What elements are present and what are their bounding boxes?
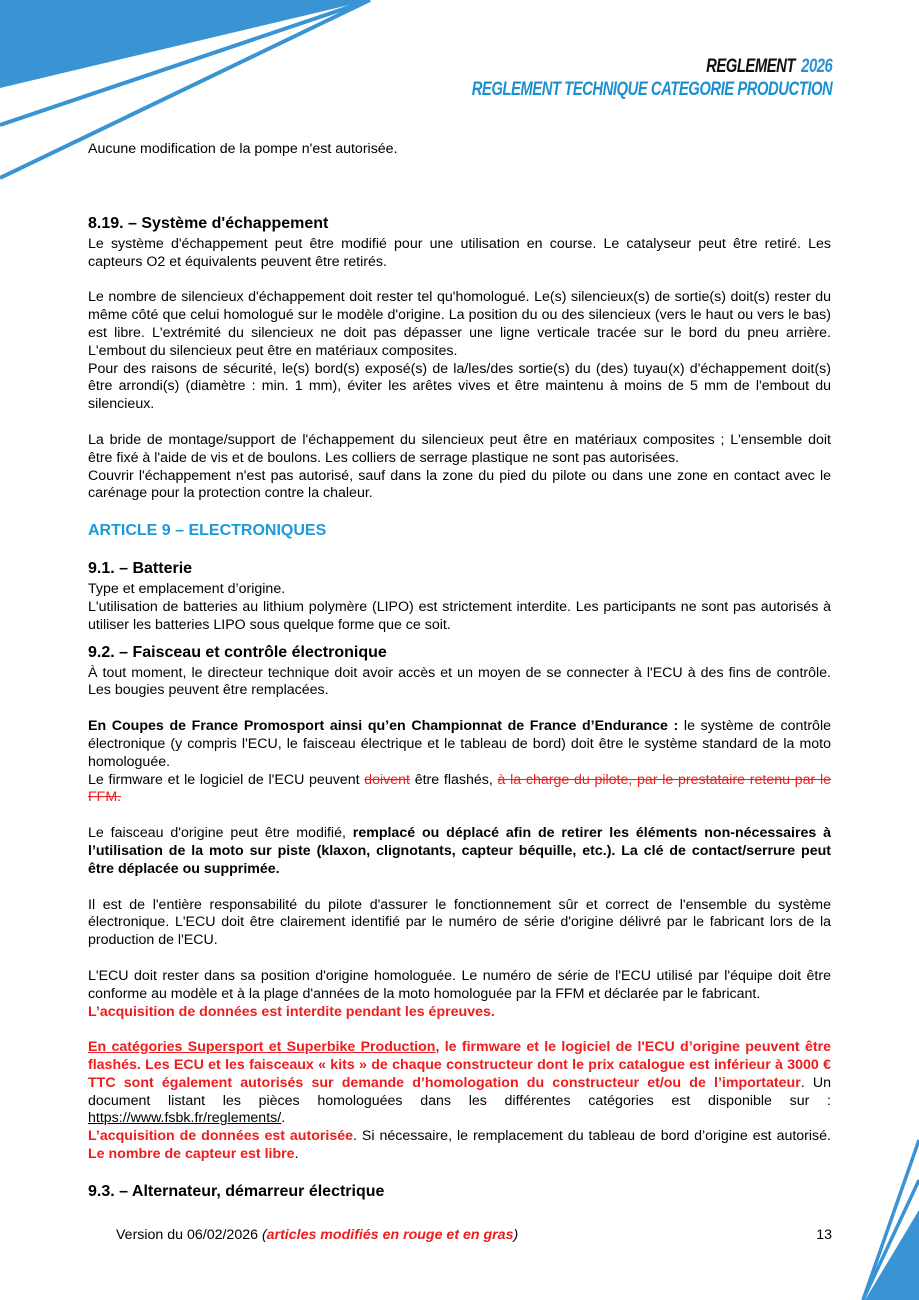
header-year: 2026 bbox=[800, 56, 832, 77]
paragraph: La bride de montage/support de l'échappement du silencieux peut être en matériaux composites ; L'ensemble doit être fixé à l'aide de vis et de boulons. Les colliers de serrage plastique ne sont pas autorisées. bbox=[88, 431, 831, 466]
intro-paragraph: Aucune modification de la pompe n'est autorisée. bbox=[88, 141, 398, 157]
bold-text: En Coupes de France Promosport ainsi qu’en Championnat de France d’Endurance : bbox=[88, 718, 679, 735]
footer-modification-note: articles modifiés en rouge et en gras bbox=[266, 1227, 514, 1243]
paragraph: L'utilisation de batteries au lithium polymère (LIPO) est strictement interdite. Les participants ne sont pas autorisés à utiliser les batteries LIPO sous quelque forme que ce soit. bbox=[88, 598, 831, 633]
deleted-text: à la charge du pilote, par le prestataire retenu par le FFM. bbox=[88, 771, 831, 806]
paragraph: Couvrir l'échappement n'est pas autorisé, sauf dans la zone du pied du pilote ou dans une zone en contact avec le carénage pour la protection contre la chaleur. bbox=[88, 467, 831, 502]
header-title: REGLEMENT bbox=[705, 56, 795, 77]
modified-underlined-text: En catégories Supersport et Superbike Production bbox=[88, 1039, 436, 1056]
section-8-19-title: 8.19. – Système d'échappement bbox=[88, 214, 329, 232]
paragraph: Le système d'échappement peut être modifié pour une utilisation en course. Le catalyseur peut être retiré. Les capteurs O2 et équivalents peuvent être retirés. bbox=[88, 235, 831, 270]
paragraph bbox=[88, 1039, 831, 1128]
paragraph: Il est de l'entière responsabilité du pilote d'assurer le fonctionnement sûr et correct de l'ensemble du système électronique. L'ECU doit être clairement identifié par le numéro de série d'origine délivré par le fabricant lors de la production de l'ECU. bbox=[88, 896, 831, 949]
fsbk-reglements-link[interactable]: https://www.fsbk.fr/reglements/ bbox=[88, 1110, 282, 1127]
text: . Un document listant les pièces homologuées dans les différentes catégories est disponible sur : bbox=[88, 1074, 831, 1109]
paragraph: À tout moment, le directeur technique doit avoir accès et un moyen de se connecter à l'ECU à des fins de contrôle. Les bougies peuvent être remplacées. bbox=[88, 664, 831, 699]
paragraph: Type et emplacement d’origine. bbox=[88, 581, 286, 598]
modified-text: Le nombre de capteur est libre bbox=[88, 1146, 295, 1163]
text: . bbox=[281, 1110, 286, 1127]
paragraph bbox=[88, 1128, 831, 1164]
text: Le faisceau d'origine peut être modifié, bbox=[88, 825, 353, 842]
paragraph: L'ECU doit rester dans sa position d'origine homologuée. Le numéro de série de l'ECU utilisé par l'équipe doit être conforme au modèle et à la plage d'années de la moto homologuée par la FFM et déclarée par le fabricant. bbox=[88, 967, 831, 1002]
deleted-text: doivent bbox=[364, 771, 410, 788]
section-9-3-title: 9.3. – Alternateur, démarreur électrique bbox=[88, 1182, 385, 1200]
modified-paragraph: L’acquisition de données est interdite pendant les épreuves. bbox=[88, 1003, 495, 1020]
bold-text: remplacé ou déplacé afin de retirer les éléments non-nécessaires à l’utilisation de la moto sur piste (klaxon, clignotants, capteur béquille, etc.). La clé de contact/serrure peut être déplacée ou supprimée. bbox=[88, 825, 832, 877]
text: Le firmware et le logiciel de l'ECU peuvent bbox=[88, 771, 365, 788]
paragraph bbox=[88, 718, 831, 771]
text: être flashés, bbox=[410, 771, 498, 788]
text: . bbox=[294, 1146, 299, 1163]
modified-text: , le firmware et le logiciel de l'ECU d’origine peuvent être flashés. Les ECU et les faisceaux « kits » de chaque constructeur dont le prix catalogue est inférieur à 3000 € TTC sont également autorisés sur demande d’homologation du constructeur et/ou de l’importateur bbox=[88, 1039, 832, 1091]
corner-stripes-decoration-bottom bbox=[849, 1125, 919, 1300]
paragraph bbox=[88, 825, 831, 878]
document-body bbox=[88, 141, 831, 1204]
paragraph: Pour des raisons de sécurité, le(s) bord(s) exposé(s) de la/les/des sortie(s) du (des) tuyau(x) d'échappement doit(s) être arrondi(s) (diamètre : min. 1 mm), éviter les arêtes vives et être maintenu à moins de 5 mm de l'embout du silencieux. bbox=[88, 360, 831, 413]
paren: ( bbox=[261, 1227, 267, 1243]
footer-version bbox=[116, 1227, 518, 1243]
text: le système de contrôle électronique (y compris l'ECU, le faisceau électrique et le tableau de bord) doit être le système standard de la moto homologuée. bbox=[88, 718, 831, 770]
paragraph: Le nombre de silencieux d'échappement doit rester tel qu'homologué. Le(s) silencieux(s) de sortie(s) doit(s) rester du même côté que celui homologué sur le modèle d'origine. La position du ou des silencieux (vers le haut ou vers le bas) est libre. L'extrémité du silencieux ne doit pas dépasser une ligne verticale tracée sur le bord du pneu arrière. L'embout du silencieux peut être en matériaux composites. bbox=[88, 289, 831, 359]
version-text: Version du 06/02/2026 bbox=[116, 1227, 262, 1243]
paragraph bbox=[88, 772, 831, 808]
header-subtitle: REGLEMENT TECHNIQUE CATEGORIE PRODUCTION bbox=[471, 79, 832, 100]
article-9-title: ARTICLE 9 – ELECTRONIQUES bbox=[88, 522, 327, 540]
section-9-2-title: 9.2. – Faisceau et contrôle électronique bbox=[88, 643, 387, 661]
section-9-1-title: 9.1. – Batterie bbox=[88, 560, 193, 578]
modified-text: L’acquisition de données est autorisée bbox=[88, 1128, 353, 1145]
paren: ) bbox=[513, 1227, 519, 1243]
page-number: 13 bbox=[816, 1227, 832, 1243]
text: . Si nécessaire, le remplacement du tableau de bord d’origine est autorisé. bbox=[353, 1128, 831, 1145]
document-header bbox=[471, 56, 832, 102]
